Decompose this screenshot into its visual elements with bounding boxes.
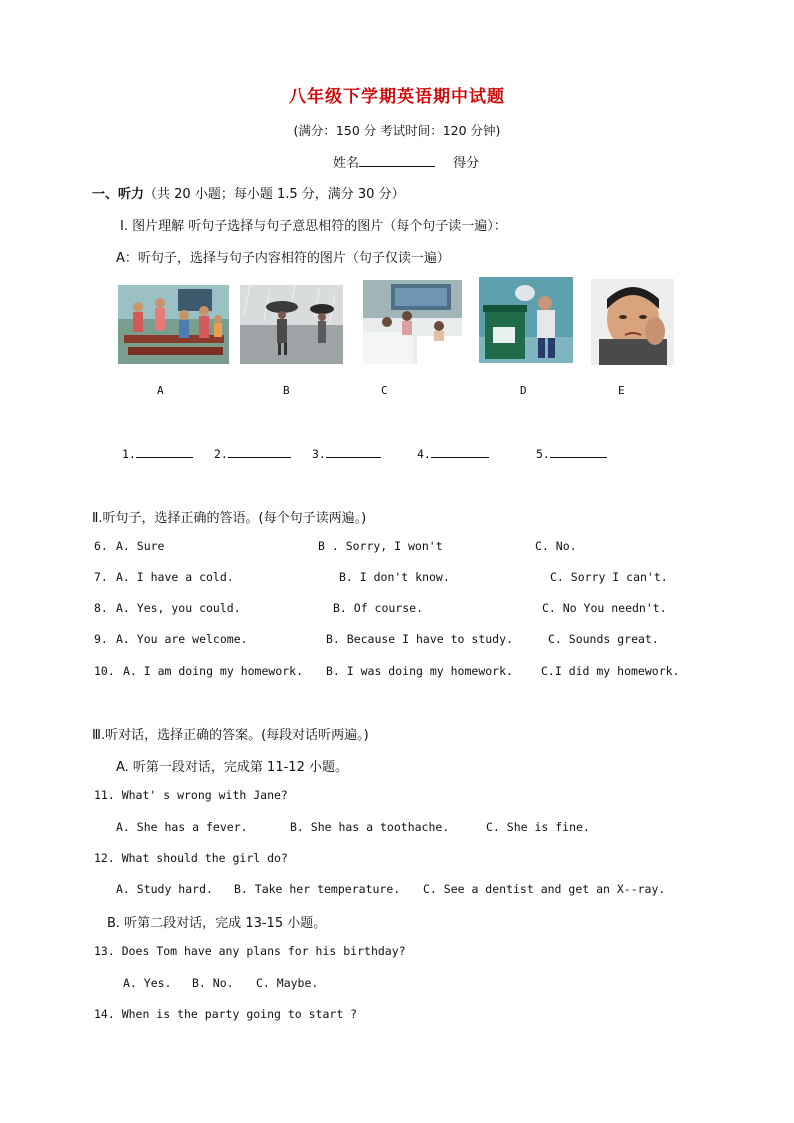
picture-e-toothache xyxy=(591,279,674,365)
picture-label-a: A xyxy=(157,384,164,397)
question-8-option-c[interactable]: C. No You needn't. xyxy=(542,601,667,615)
question-6-option-a[interactable]: A. Sure xyxy=(116,539,165,553)
question-14: 14. When is the party going to start ? xyxy=(94,1007,358,1021)
question-8-option-b[interactable]: B. Of course. xyxy=(333,601,424,615)
question-8-option-a[interactable]: A. Yes, you could. xyxy=(116,601,241,615)
question-9-number: 9. xyxy=(94,632,108,646)
question-13: 13. Does Tom have any plans for his birthday? xyxy=(94,944,406,958)
question-12-option-c[interactable]: C. See a dentist and get an X--ray. xyxy=(423,882,666,896)
question-7-option-a[interactable]: A. I have a cold. xyxy=(116,570,234,584)
dialog-b-instruction: B. 听第二段对话，完成 13-15 小题。 xyxy=(107,916,327,931)
section-1-heading-bold: 一、听力 xyxy=(92,187,145,202)
name-blank[interactable] xyxy=(359,154,435,167)
question-6-option-b[interactable]: B . Sorry, I won't xyxy=(318,539,443,553)
question-6-option-c[interactable]: C. No. xyxy=(535,539,577,553)
question-10-option-a[interactable]: A. I am doing my homework. xyxy=(123,664,304,678)
section-2-heading: Ⅱ.听句子，选择正确的答语。(每个句子读两遍。) xyxy=(92,511,367,526)
question-11: 11. What' s wrong with Jane? xyxy=(94,788,288,802)
picture-c-hospital xyxy=(363,280,462,364)
part-1-title: Ⅰ. 图片理解 听句子选择与句子意思相符的图片（每个句子读一遍）： xyxy=(120,219,507,234)
name-label: 姓名 xyxy=(333,156,360,171)
question-7-number: 7. xyxy=(94,570,108,584)
dialog-a-instruction: A. 听第一段对话，完成第 11-12 小题。 xyxy=(116,760,348,775)
question-10-option-b[interactable]: B. I was doing my homework. xyxy=(326,664,513,678)
question-9-option-b[interactable]: B. Because I have to study. xyxy=(326,632,513,646)
answer-blank-2[interactable]: 2. xyxy=(214,445,291,461)
picture-a-classroom xyxy=(118,285,229,364)
question-13-option-c[interactable]: C. Maybe. xyxy=(256,976,319,990)
section-1-heading-rest: （共 20 小题；每小题 1.5 分，满分 30 分） xyxy=(144,187,405,202)
question-11-option-a[interactable]: A. She has a fever. xyxy=(116,820,248,834)
picture-label-c: C xyxy=(381,384,388,397)
section-3-heading: Ⅲ.听对话，选择正确的答案。(每段对话听两遍。) xyxy=(92,728,369,743)
question-12-option-a[interactable]: A. Study hard. xyxy=(116,882,213,896)
exam-info: (满分：150 分 考试时间：120 分钟) xyxy=(293,123,501,138)
picture-label-e: E xyxy=(618,384,625,397)
answer-blank-1[interactable]: 1. xyxy=(122,445,193,461)
question-13-option-a[interactable]: A. Yes. xyxy=(123,976,172,990)
picture-d-recycling xyxy=(479,277,573,363)
answer-blank-5[interactable]: 5. xyxy=(536,445,607,461)
question-7-option-c[interactable]: C. Sorry I can't. xyxy=(550,570,668,584)
page-title: 八年级下学期英语期中试题 xyxy=(289,87,505,107)
question-7-option-b[interactable]: B. I don't know. xyxy=(339,570,450,584)
picture-label-d: D xyxy=(520,384,527,397)
picture-label-b: B xyxy=(283,384,290,397)
question-9-option-a[interactable]: A. You are welcome. xyxy=(116,632,248,646)
picture-b-rain xyxy=(240,285,343,364)
answer-blank-3[interactable]: 3. xyxy=(312,445,381,461)
section-1-heading xyxy=(92,183,405,202)
part-1-subtitle: A：听句子，选择与句子内容相符的图片（句子仅读一遍） xyxy=(116,251,450,266)
question-12: 12. What should the girl do? xyxy=(94,851,288,865)
score-label: 得分 xyxy=(453,156,480,171)
answer-blank-4[interactable]: 4. xyxy=(417,445,489,461)
question-12-option-b[interactable]: B. Take her temperature. xyxy=(234,882,401,896)
question-10-number: 10. xyxy=(94,664,115,678)
question-13-option-b[interactable]: B. No. xyxy=(192,976,234,990)
question-6-number: 6. xyxy=(94,539,108,553)
question-11-option-b[interactable]: B. She has a toothache. xyxy=(290,820,450,834)
question-9-option-c[interactable]: C. Sounds great. xyxy=(548,632,659,646)
question-11-option-c[interactable]: C. She is fine. xyxy=(486,820,590,834)
question-8-number: 8. xyxy=(94,601,108,615)
question-10-option-c[interactable]: C.I did my homework. xyxy=(541,664,680,678)
name-row xyxy=(333,152,479,171)
